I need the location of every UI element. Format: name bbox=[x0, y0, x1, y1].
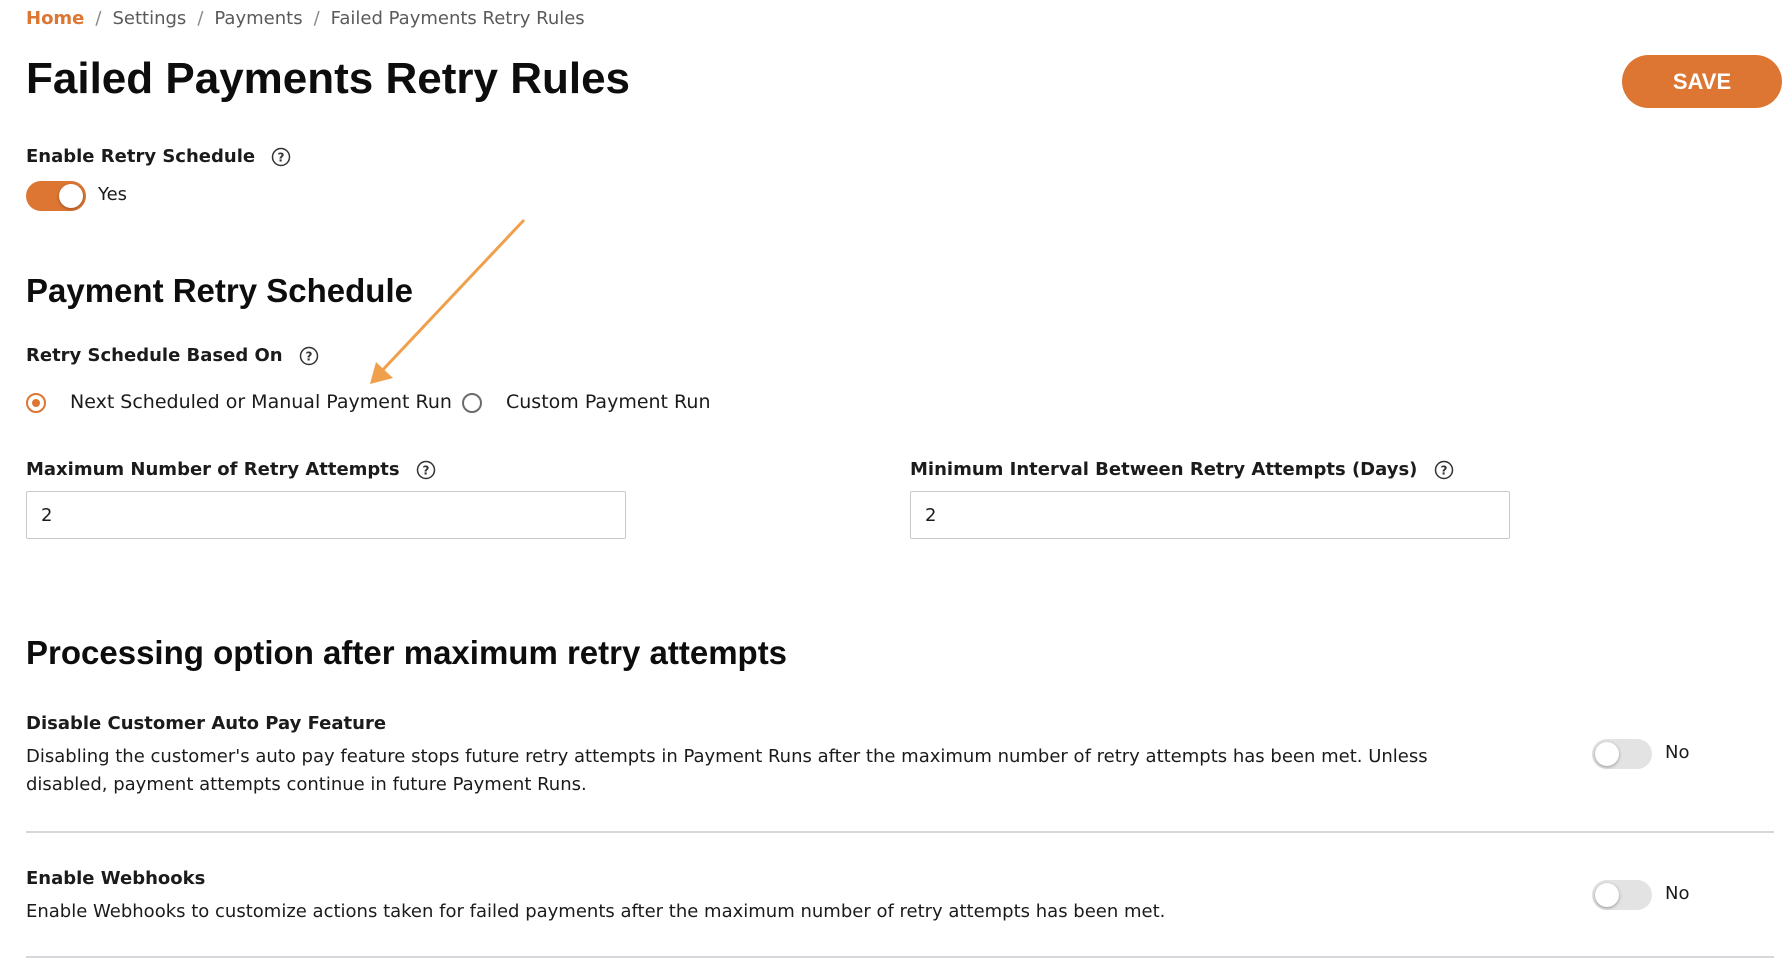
help-icon[interactable] bbox=[416, 460, 436, 480]
toggle-knob bbox=[59, 184, 83, 208]
min-interval-label bbox=[910, 459, 1454, 480]
breadcrumb-separator: / bbox=[313, 8, 320, 29]
svg-text:?: ? bbox=[277, 150, 285, 165]
retry-based-on-label-text: Retry Schedule Based On bbox=[26, 345, 283, 366]
retry-based-on-label bbox=[26, 345, 319, 366]
enable-webhooks-toggle[interactable] bbox=[1592, 880, 1652, 910]
disable-autopay-value: No bbox=[1665, 742, 1690, 763]
breadcrumb-separator: / bbox=[197, 8, 204, 29]
breadcrumb bbox=[26, 8, 585, 29]
max-attempts-label bbox=[26, 459, 436, 480]
enable-retry-label-text: Enable Retry Schedule bbox=[26, 146, 256, 167]
radio-next-scheduled[interactable] bbox=[26, 393, 46, 413]
max-attempts-input[interactable] bbox=[26, 491, 626, 539]
svg-text:?: ? bbox=[305, 349, 313, 364]
enable-retry-toggle[interactable] bbox=[26, 181, 86, 211]
disable-autopay-toggle[interactable] bbox=[1592, 739, 1652, 769]
enable-retry-value: Yes bbox=[98, 184, 128, 205]
help-icon[interactable] bbox=[271, 147, 291, 167]
divider bbox=[26, 956, 1774, 958]
disable-autopay-label: Disable Customer Auto Pay Feature bbox=[26, 713, 387, 734]
breadcrumb-current: Failed Payments Retry Rules bbox=[330, 8, 585, 29]
max-attempts-label-text: Maximum Number of Retry Attempts bbox=[26, 459, 400, 480]
save-button[interactable]: SAVE bbox=[1622, 55, 1782, 108]
help-icon[interactable] bbox=[1434, 460, 1454, 480]
divider bbox=[26, 831, 1774, 833]
breadcrumb-settings-link[interactable]: Settings bbox=[112, 8, 187, 29]
processing-option-heading: Processing option after maximum retry attempts bbox=[26, 634, 788, 671]
toggle-knob bbox=[1595, 742, 1619, 766]
svg-text:?: ? bbox=[1440, 463, 1448, 478]
min-interval-label-text: Minimum Interval Between Retry Attempts (Days) bbox=[910, 459, 1418, 480]
breadcrumb-home-link[interactable]: Home bbox=[26, 8, 85, 29]
enable-webhooks-value: No bbox=[1665, 883, 1690, 904]
help-icon[interactable] bbox=[299, 346, 319, 366]
radio-label-custom-payment-run[interactable]: Custom Payment Run bbox=[506, 391, 711, 413]
enable-webhooks-label: Enable Webhooks bbox=[26, 868, 206, 889]
enable-retry-label bbox=[26, 146, 291, 167]
radio-custom-payment-run[interactable] bbox=[462, 393, 482, 413]
min-interval-input[interactable] bbox=[910, 491, 1510, 539]
enable-webhooks-description: Enable Webhooks to customize actions taken for failed payments after the maximum number of retry attempts has been met. bbox=[26, 901, 1166, 922]
breadcrumb-separator: / bbox=[95, 8, 102, 29]
radio-label-next-scheduled[interactable]: Next Scheduled or Manual Payment Run bbox=[70, 391, 452, 413]
svg-text:?: ? bbox=[422, 463, 430, 478]
payment-retry-schedule-heading: Payment Retry Schedule bbox=[26, 272, 413, 309]
page-title: Failed Payments Retry Rules bbox=[26, 54, 631, 103]
disable-autopay-description: Disabling the customer's auto pay feature stops future retry attempts in Payment Runs after the maximum number of retry attempts has been met. Unless disabled, payment attempts continue in future Payment Runs. bbox=[26, 746, 1428, 795]
toggle-knob bbox=[1595, 883, 1619, 907]
breadcrumb-payments-link[interactable]: Payments bbox=[214, 8, 303, 29]
